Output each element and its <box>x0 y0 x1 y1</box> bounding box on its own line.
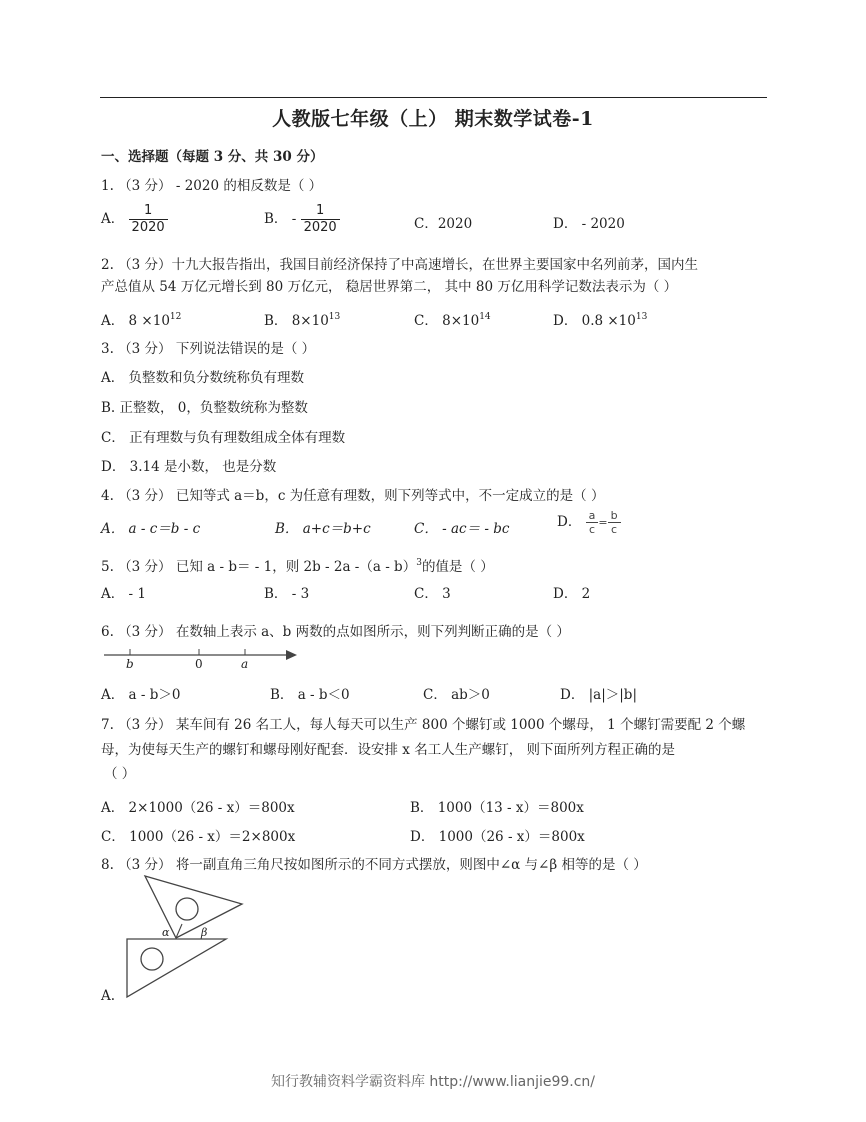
question-7-line-1: 7. （3 分） 某车间有 26 名工人，每人每天可以生产 800 个螺钉或 1000 个螺母， 1 个螺钉需要配 2 个螺 <box>101 717 746 733</box>
q6-option-b: B． a - b＜0 <box>270 687 350 703</box>
numerator: 1 <box>315 203 325 218</box>
option-label: B． <box>264 211 288 227</box>
q4-option-b: B． a+c＝b+c <box>275 521 371 537</box>
axis-label-zero: 0 <box>195 657 203 671</box>
q2-option-c <box>414 309 491 329</box>
option-text: A． 8 ×10 <box>101 313 170 329</box>
q3-option-c: C． 正有理数与负有理数组成全体有理数 <box>101 430 346 446</box>
equals-sign: = <box>598 516 608 529</box>
q3-option-d: D． 3.14 是小数， 也是分数 <box>101 459 277 475</box>
fraction <box>129 203 168 236</box>
q6-option-a: A． a - b＞0 <box>101 687 181 703</box>
q4-option-a: A． a - c＝b - c <box>101 521 201 537</box>
q5-option-c: C． 3 <box>414 586 451 602</box>
angle-beta-label: β <box>201 926 208 939</box>
q4-option-c: C． - ac＝ - bc <box>414 521 510 537</box>
arrow-head-icon <box>286 650 297 660</box>
number-line-figure <box>100 646 300 672</box>
option-label: D． <box>557 514 582 530</box>
question-5-stem <box>101 555 494 575</box>
exponent: 3 <box>416 558 422 568</box>
exponent: 12 <box>169 312 182 322</box>
exponent: 14 <box>479 312 491 322</box>
option-text: D． 0.8 ×10 <box>553 313 636 329</box>
option-label: A． <box>101 211 125 227</box>
q6-option-d: D． |a|＞|b| <box>560 687 637 703</box>
option-text: B． 8×10 <box>264 313 329 329</box>
q1-option-c: C．2020 <box>414 216 473 232</box>
q4-option-d <box>557 509 621 536</box>
stem-text: 的值是（ ） <box>421 559 494 575</box>
q1-option-d: D． - 2020 <box>553 216 625 232</box>
axis-label-a: a <box>241 657 249 671</box>
numerator: 1 <box>143 203 153 218</box>
q1-option-a <box>101 203 168 236</box>
q5-option-b: B． - 3 <box>264 586 310 602</box>
q3-option-a: A． 负整数和负分数统称负有理数 <box>101 370 305 386</box>
page-title: 人教版七年级（上） 期末数学试卷-1 <box>272 108 594 130</box>
triangle-rulers-figure <box>118 872 248 1002</box>
q1-option-b <box>264 203 340 236</box>
q7-option-d: D． 1000（26 - x）＝800x <box>410 829 585 845</box>
question-7-line-3: （ ） <box>104 766 136 782</box>
q8-option-a: A. <box>101 988 116 1004</box>
q7-option-a: A． 2×1000（26 - x）＝800x <box>101 800 295 816</box>
option-text: C． 8×10 <box>414 313 480 329</box>
q2-option-d <box>553 309 647 329</box>
question-3-stem: 3. （3 分） 下列说法错误的是（ ） <box>101 341 316 357</box>
question-2-line-1: 2. （3 分）十九大报告指出，我国目前经济保持了中高速增长，在世界主要国家中名列前茅，国内生 <box>101 257 699 273</box>
axis-label-b: b <box>126 657 134 671</box>
denominator: c <box>586 522 599 536</box>
question-1-stem: 1. （3 分） - 2020 的相反数是（ ） <box>101 178 323 194</box>
upper-triangle <box>145 876 242 938</box>
denominator: 2020 <box>301 219 340 236</box>
fraction <box>301 203 340 236</box>
question-6-stem: 6. （3 分） 在数轴上表示 a、b 两数的点如图所示，则下列判断正确的是（ ） <box>101 624 570 640</box>
q6-option-c: C． ab＞0 <box>423 687 490 703</box>
angle-alpha-label: α <box>162 926 170 939</box>
minus-sign: - <box>291 211 297 227</box>
fraction <box>608 509 621 536</box>
q7-option-c: C． 1000（26 - x）＝2×800x <box>101 829 296 845</box>
stem-text: 5. （3 分） 已知 a - b＝ - 1，则 2b - 2a -（a - b） <box>101 559 417 575</box>
denominator: 2020 <box>129 219 168 236</box>
question-7-line-2: 母，为使每天生产的螺钉和螺母刚好配套．设安排 x 名工人生产螺钉， 则下面所列方程正确的是 <box>101 742 675 758</box>
numerator: b <box>610 509 618 522</box>
denominator: c <box>608 522 621 536</box>
section-heading: 一、选择题（每题 3 分、共 30 分） <box>101 149 324 165</box>
question-4-stem: 4. （3 分） 已知等式 a＝b，c 为任意有理数，则下列等式中，不一定成立的是（ ） <box>101 488 605 504</box>
lower-triangle <box>127 939 226 997</box>
q5-option-a: A． - 1 <box>101 586 146 602</box>
numerator: a <box>588 509 596 522</box>
exponent: 13 <box>328 312 341 322</box>
fraction <box>586 509 599 536</box>
q3-option-b: B. 正整数， 0，负整数统称为整数 <box>101 400 308 416</box>
footer-watermark: 知行教辅资料学霸资料库 http://www.lianjie99.cn/ <box>270 1074 596 1090</box>
q7-option-b: B． 1000（13 - x）＝800x <box>410 800 584 816</box>
q2-option-a <box>101 309 181 329</box>
title-rule <box>100 97 767 98</box>
q5-option-d: D． 2 <box>553 586 591 602</box>
question-8-stem: 8. （3 分） 将一副直角三角尺按如图所示的不同方式摆放，则图中∠α 与∠β 相等的是（ ） <box>101 857 647 873</box>
question-2-line-2: 产总值从 54 万亿元增长到 80 万亿元， 稳居世界第二， 其中 80 万亿用科学记数法表示为（ ） <box>101 279 678 295</box>
exponent: 13 <box>635 312 648 322</box>
q2-option-b <box>264 309 340 329</box>
